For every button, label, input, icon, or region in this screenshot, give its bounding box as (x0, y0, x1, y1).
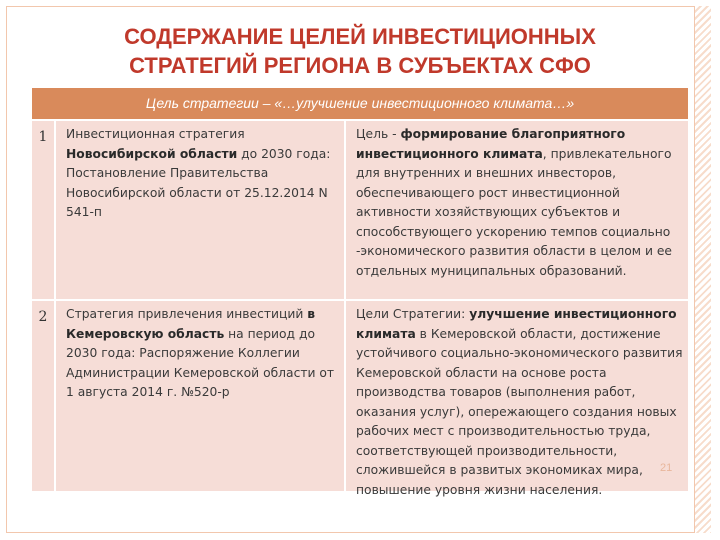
table-row (32, 121, 688, 299)
strategy-document-cell (58, 301, 346, 491)
page-number: 21 (660, 462, 673, 474)
title-line-1: СОДЕРЖАНИЕ ЦЕЛЕЙ ИНВЕСТИЦИОННЫХ (124, 24, 596, 49)
strategy-goal-cell (348, 301, 688, 497)
strategy-document-cell (58, 121, 346, 299)
row-number: 2 (38, 309, 48, 325)
title-line-2: СТРАТЕГИЙ РЕГИОНА В СУБЪЕКТАХ СФО (129, 53, 591, 78)
decorative-stripe (694, 6, 711, 533)
row-number: 1 (38, 129, 48, 145)
table-header: Цель стратегии – «…улучшение инвестиционного климата…» (32, 88, 688, 119)
table-row (32, 301, 688, 497)
row-number-cell (32, 121, 56, 299)
strategy-goal-cell (348, 121, 688, 299)
slide-title (60, 22, 660, 80)
row-number-cell (32, 301, 56, 491)
strategy-goal-text: Цель - формирование благоприятного инвестиционного климата, привлекательного для внутренних и внешних инвесторов, обеспечивающего рост инвестиционной активности хозяйствующих субъектов и способствующего ускорению темпов социально -экономического развития области в целом и ее отдельных муниципальных образований. (356, 127, 673, 278)
strategy-document-text: Стратегия привлечения инвестиций в Кемеровскую область на период до 2030 года: Распоряжение Коллегии Администрации Кемеровской области от 1 августа 2014 г. №520-р (66, 307, 335, 399)
strategy-goal-text: Цели Стратегии: улучшение инвестиционного климата в Кемеровской области, достижение устойчивого социально-экономического развития Кемеровской области на основе роста производства товаров (выполнения работ, оказания услуг), опережающего создания новых рабочих мест с производительностью труда, соответствующей производительности, сложившейся в развитых экономиках мира, повышение уровня жизни населения. (356, 307, 683, 497)
strategy-document-text: Инвестиционная стратегия Новосибирской области до 2030 года: Постановление Правительства Новосибирской области от 25.12.2014 N 541-п (66, 127, 331, 219)
